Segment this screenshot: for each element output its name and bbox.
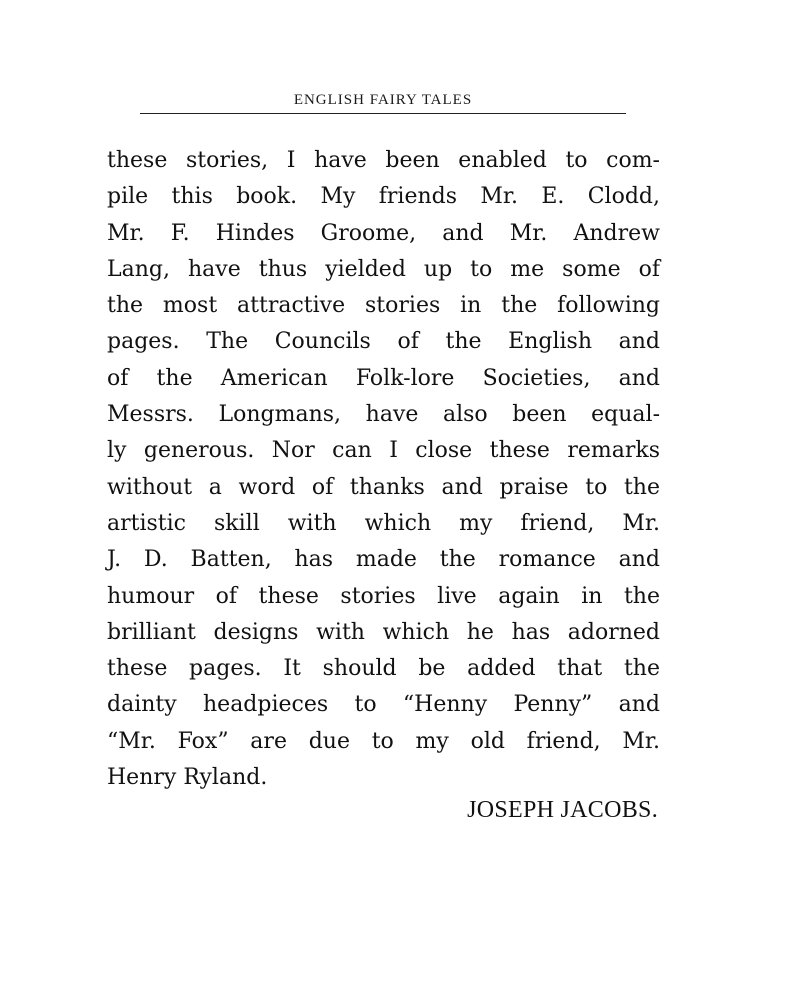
text-line: pile this book. My friends Mr. E. Clodd, bbox=[107, 184, 660, 210]
text-line: brilliant designs with which he has adorned bbox=[107, 619, 660, 645]
text-line: pages. The Councils of the English and bbox=[107, 329, 660, 355]
text-line: these stories, I have been enabled to com- bbox=[107, 148, 660, 173]
text-line: the most attractive stories in the following bbox=[107, 293, 660, 319]
header-rule bbox=[140, 113, 626, 114]
text-line: without a word of thanks and praise to the bbox=[107, 474, 660, 500]
body-paragraph bbox=[107, 143, 660, 796]
text-line-last: Henry Ryland. bbox=[107, 765, 268, 791]
text-line: artistic skill with which my friend, Mr. bbox=[107, 510, 660, 536]
text-line: these pages. It should be added that the bbox=[107, 656, 660, 682]
text-line: Messrs. Longmans, have also been equal- bbox=[107, 402, 660, 428]
text-line: humour of these stories live again in the bbox=[107, 583, 660, 609]
text-line: J. D. Batten, has made the romance and bbox=[107, 547, 660, 573]
text-line: of the American Folk-lore Societies, and bbox=[107, 365, 660, 391]
text-line: Mr. F. Hindes Groome, and Mr. Andrew bbox=[107, 220, 660, 246]
text-line: “Mr. Fox” are due to my old friend, Mr. bbox=[107, 728, 660, 754]
author-signature: JOSEPH JACOBS. bbox=[467, 797, 658, 823]
text-line: ly generous. Nor can I close these remarks bbox=[107, 438, 660, 464]
running-head: ENGLISH FAIRY TALES bbox=[293, 92, 473, 108]
text-line: dainty headpieces to “Henny Penny” and bbox=[107, 692, 660, 718]
text-line: Lang, have thus yielded up to me some of bbox=[107, 256, 660, 282]
